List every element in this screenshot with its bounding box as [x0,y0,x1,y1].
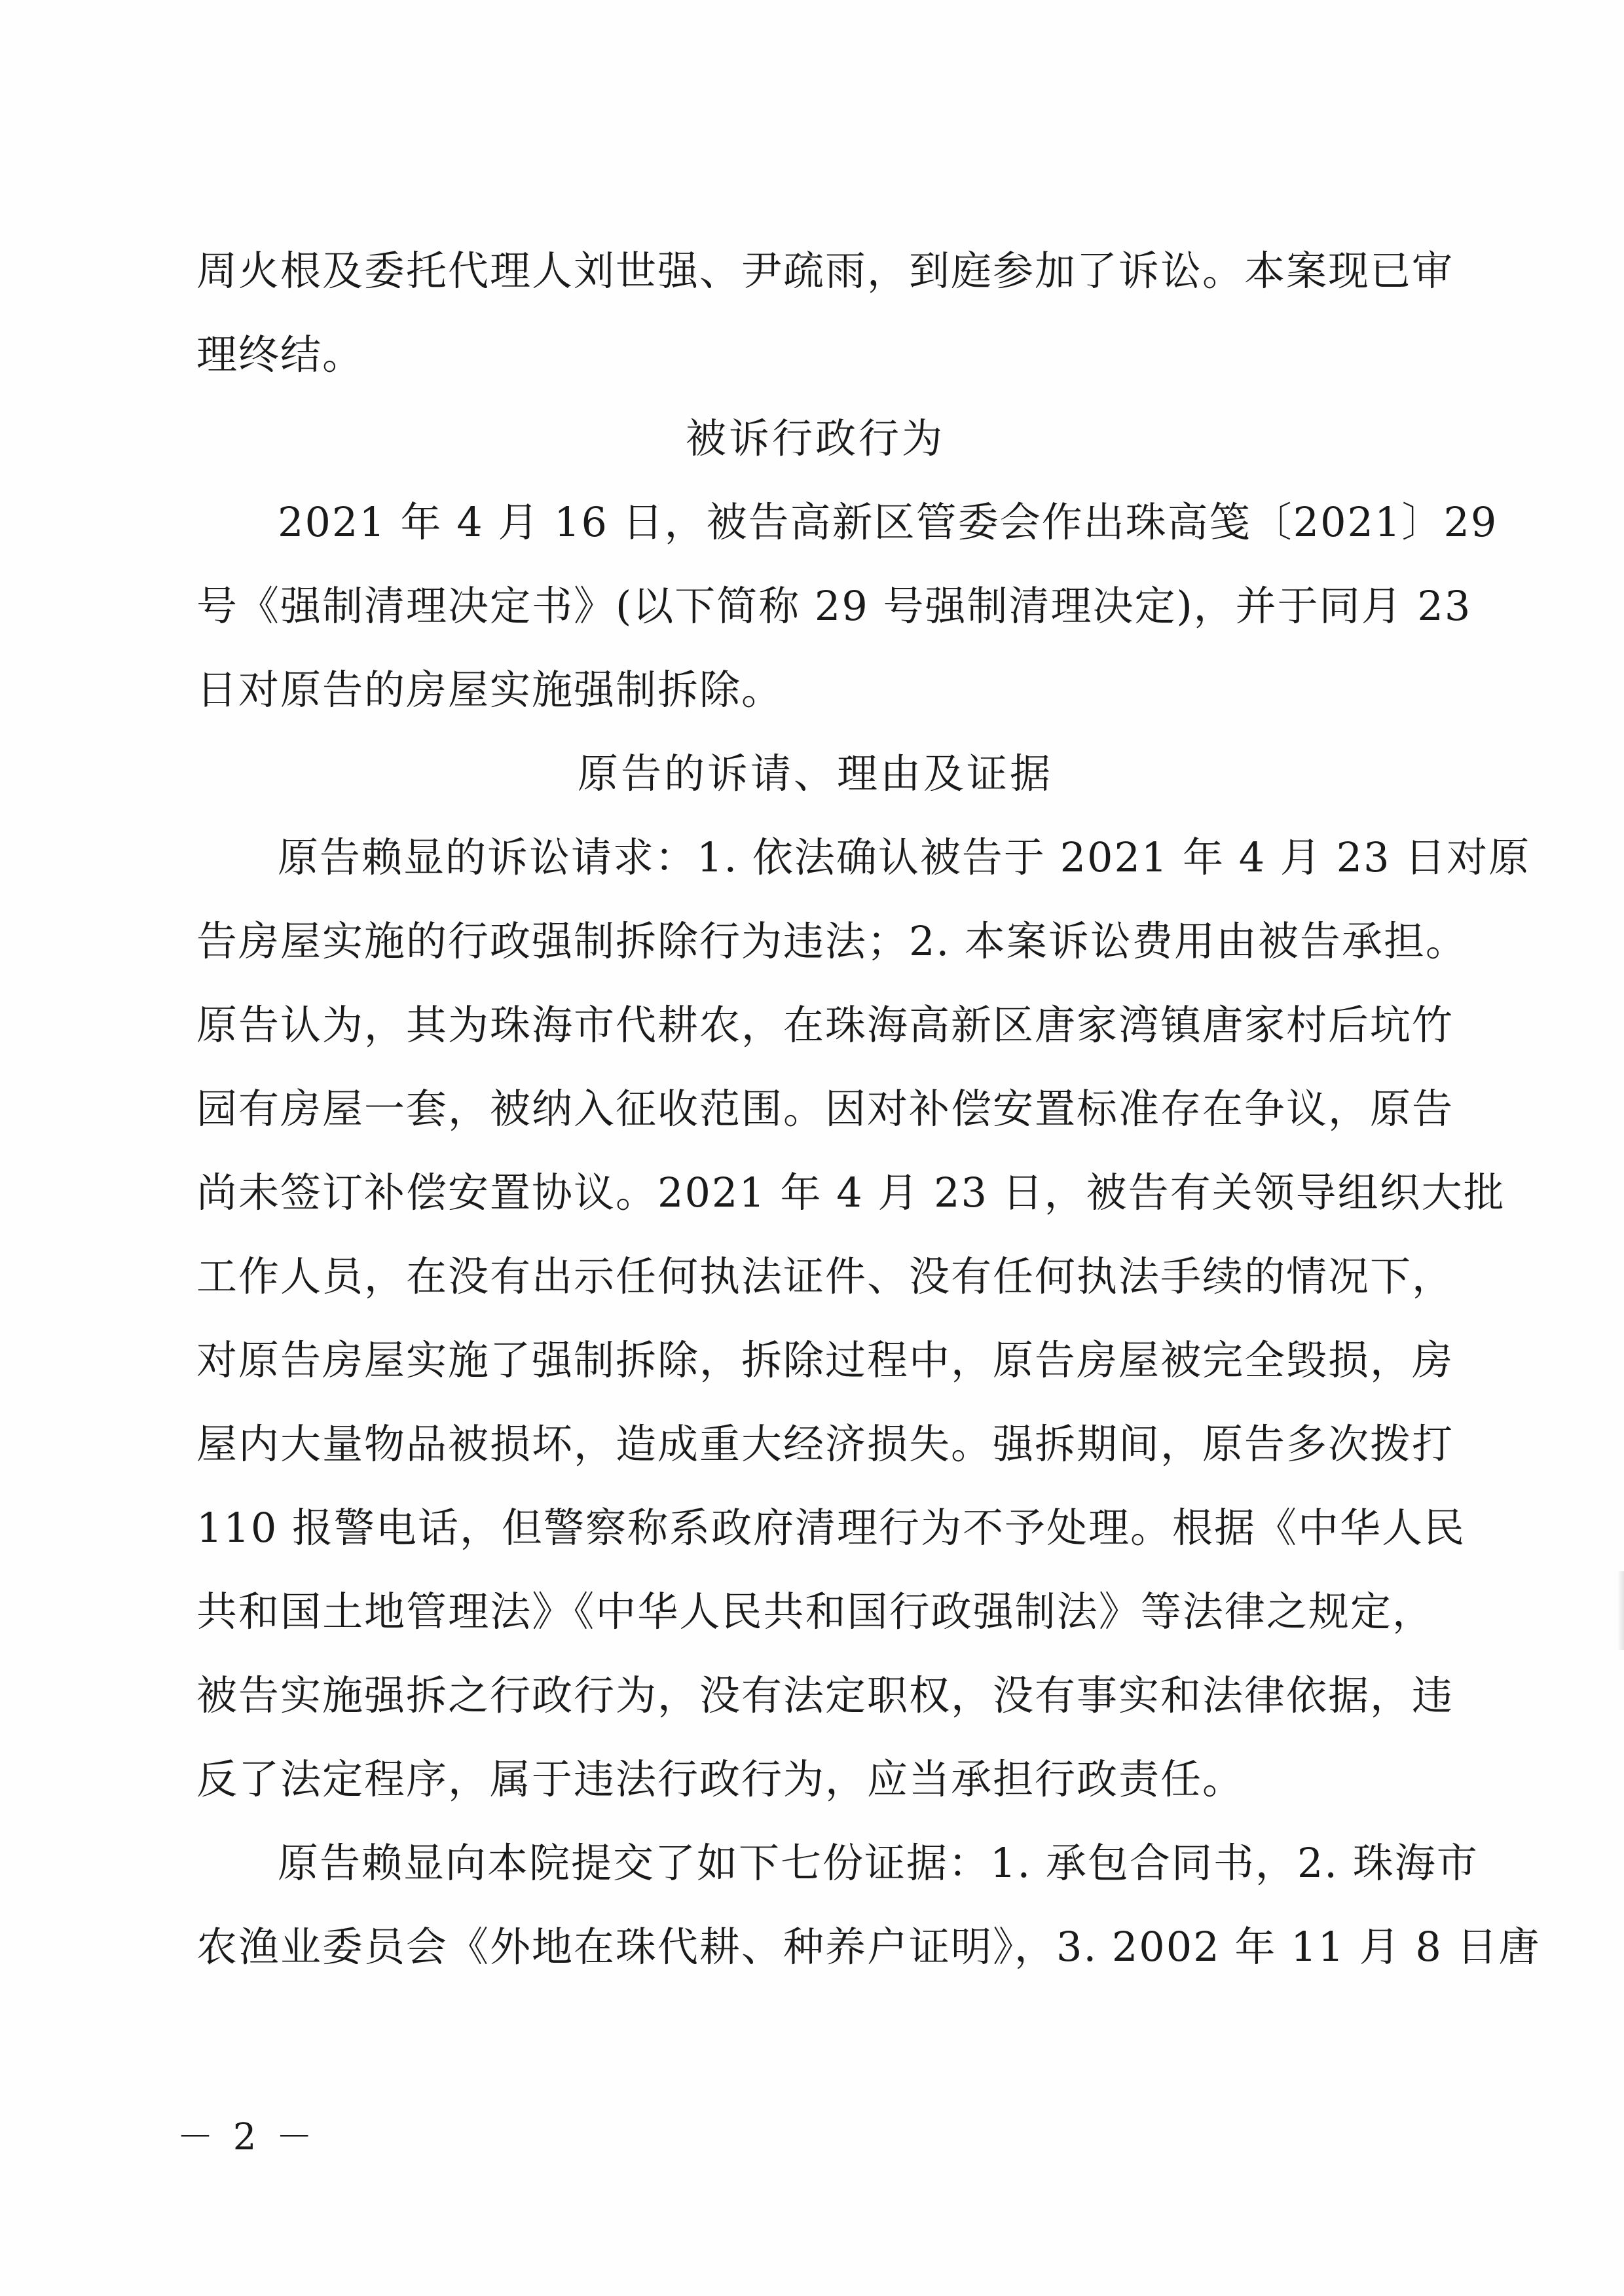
text-line: 工作人员，在没有出示任何执法证件、没有任何执法手续的情况下， [196,1252,1454,1300]
text-line: 共和国土地管理法》《中华人民共和国行政强制法》等法律之规定， [196,1588,1434,1635]
section-heading-plaintiff-claims: 原告的诉请、理由及证据 [577,750,1053,797]
text-line: 告房屋实施的行政强制拆除行为违法；2. 本案诉讼费用由被告承担。 [196,917,1467,965]
scan-artifact [1617,1571,1624,1650]
text-line: 屋内大量物品被损坏，造成重大经济损失。强拆期间，原告多次拨打 [196,1420,1454,1468]
text-line: 尚未签订补偿安置协议。2021 年 4 月 23 日，被告有关领导组织大批 [196,1169,1505,1216]
text-line: 号《强制清理决定书》(以下简称 29 号强制清理决定)，并于同月 23 [196,582,1472,630]
text-line: 园有房屋一套，被纳入征收范围。因对补偿安置标准存在争议，原告 [196,1085,1454,1133]
text-line: 农渔业委员会《外地在珠代耕、种养户证明》，3. 2002 年 11 月 8 日唐 [196,1923,1541,1971]
text-line: 被告实施强拆之行政行为，没有法定职权，没有事实和法律依据，违 [196,1671,1454,1719]
text-line: 原告认为，其为珠海市代耕农，在珠海高新区唐家湾镇唐家村后坑竹 [196,1001,1454,1049]
text-line: 日对原告的房屋实施强制拆除。 [196,666,784,714]
page-number: － 2 － [177,2116,317,2159]
text-line: 周火根及委托代理人刘世强、尹疏雨，到庭参加了诉讼。本案现已审 [196,247,1454,295]
text-line: 2021 年 4 月 16 日，被告高新区管委会作出珠高笺〔2021〕29 [278,498,1498,546]
text-line: 110 报警电话，但警察称系政府清理行为不予处理。根据《中华人民 [196,1504,1466,1552]
document-body [196,229,1541,1989]
text-line: 原告赖显向本院提交了如下七份证据：1. 承包合同书，2. 珠海市 [278,1839,1479,1887]
text-line: 反了法定程序，属于违法行政行为，应当承担行政责任。 [196,1755,1245,1803]
text-line: 对原告房屋实施了强制拆除，拆除过程中，原告房屋被完全毁损，房 [196,1336,1454,1384]
text-line: 原告赖显的诉讼请求：1. 依法确认被告于 2021 年 4 月 23 日对原 [278,833,1531,881]
text-line: 理终结。 [196,331,365,378]
section-heading-accused-action: 被诉行政行为 [685,414,945,462]
